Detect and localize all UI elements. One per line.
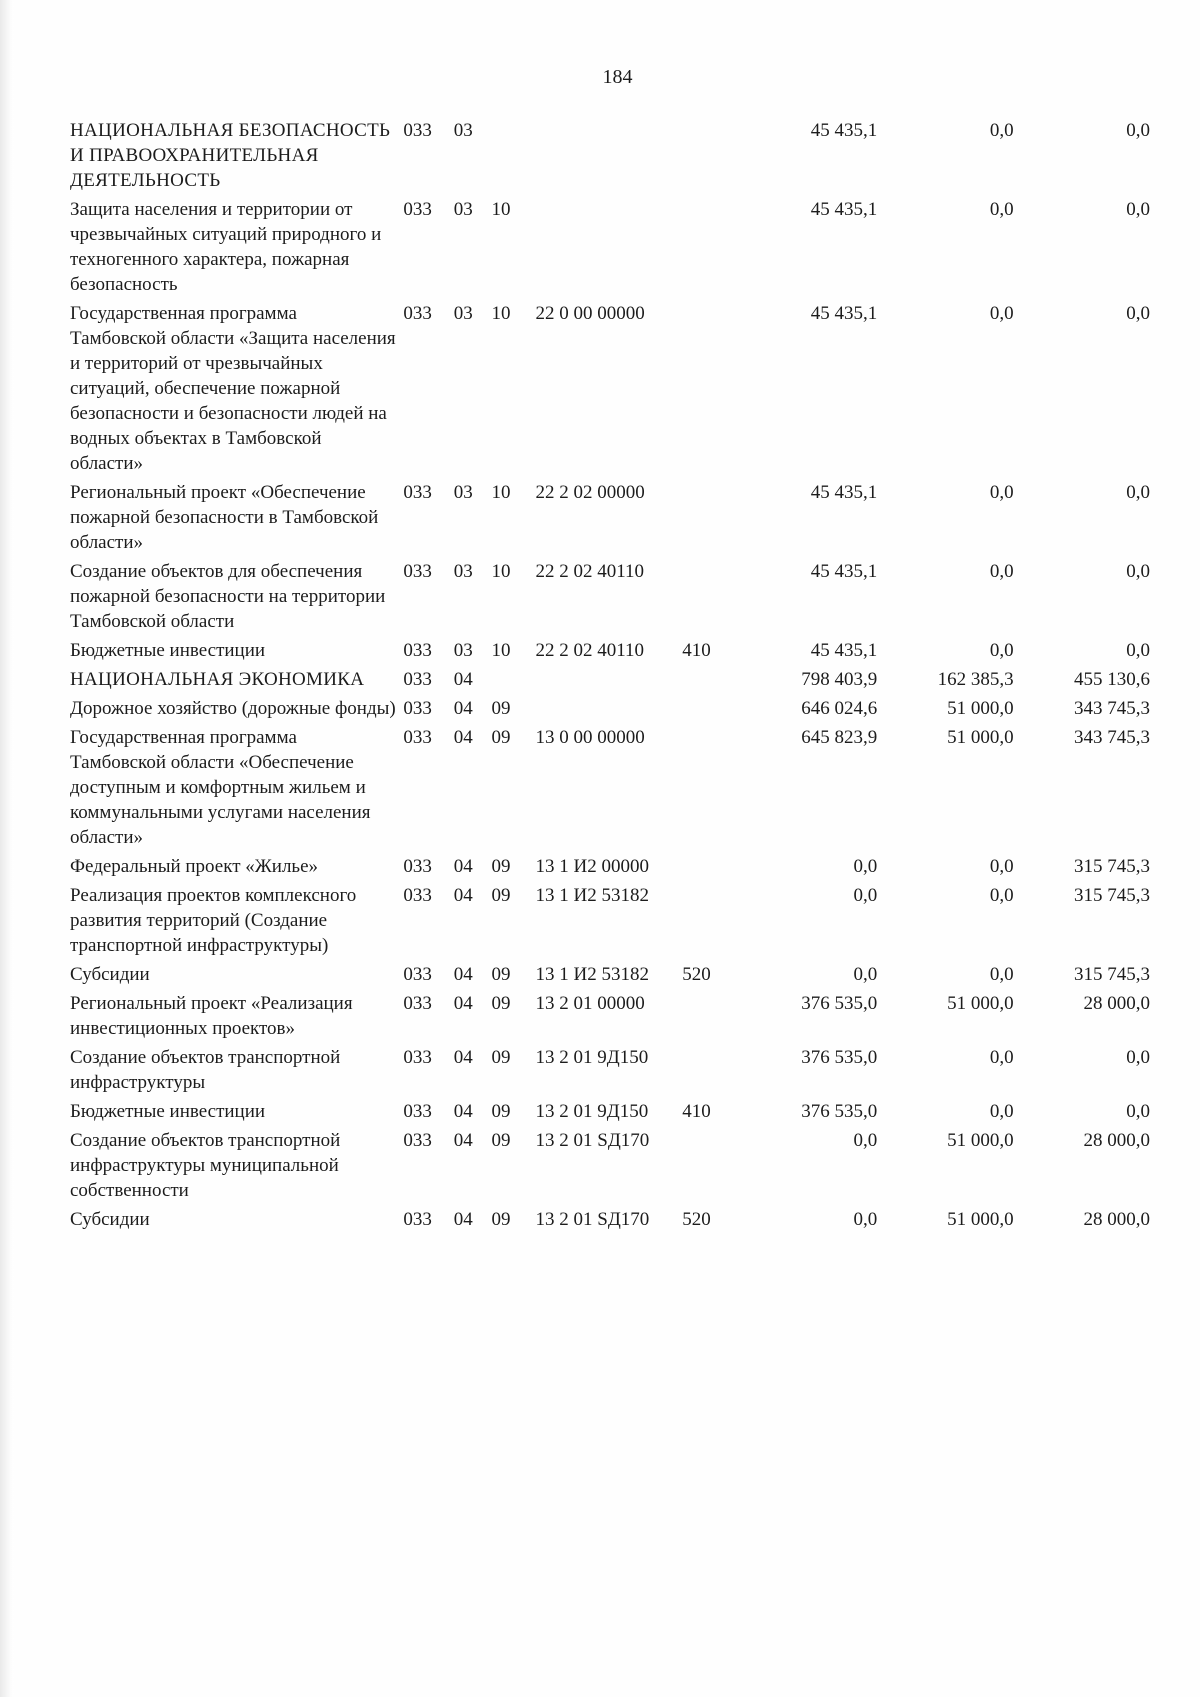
row-amount-3: 343 745,3 [1074, 727, 1150, 748]
row-grbs-code: 033 [403, 964, 432, 985]
row-name: Реализация проектов комплексного развития территорий (Создание транспортной инфраструктуры) [70, 885, 357, 956]
row-name: Защита населения и территории от чрезвычайных ситуаций природного и техногенного характера, пожарная безопасность [70, 199, 382, 295]
table-row [70, 480, 1150, 559]
row-amount-2: 0,0 [989, 199, 1014, 220]
row-expense-type: 410 [682, 1101, 711, 1122]
row-name: Субсидии [70, 964, 150, 985]
row-amount-3: 28 000,0 [1083, 1130, 1150, 1151]
page-number: 184 [602, 66, 633, 88]
row-section-code: 04 [453, 1047, 473, 1068]
table-row [70, 1128, 1150, 1207]
row-target-article: 13 2 01 9Д150 [535, 1101, 649, 1122]
row-name: Создание объектов для обеспечения пожарной безопасности на территории Тамбовской области [70, 561, 386, 632]
row-subsection-code: 09 [491, 698, 511, 719]
row-name: Федеральный проект «Жилье» [70, 856, 319, 877]
row-name: Бюджетные инвестиции [70, 640, 266, 661]
row-subsection-code: 09 [491, 1130, 511, 1151]
row-amount-1: 798 403,9 [801, 669, 878, 690]
row-section-code: 04 [453, 885, 473, 906]
row-target-article: 22 2 02 40110 [535, 561, 645, 582]
row-grbs-code: 033 [403, 640, 432, 661]
table-row [70, 854, 1150, 883]
row-target-article [536, 696, 683, 725]
row-amount-2: 51 000,0 [947, 993, 1014, 1014]
row-amount-2: 0,0 [989, 1101, 1014, 1122]
row-grbs-code: 033 [403, 885, 432, 906]
row-grbs-code: 033 [403, 1130, 432, 1151]
row-expense-type [682, 667, 741, 696]
row-expense-type [682, 696, 741, 725]
row-section-code: 03 [453, 120, 473, 141]
row-grbs-code: 033 [403, 199, 432, 220]
row-amount-2: 0,0 [989, 561, 1014, 582]
row-amount-3: 315 745,3 [1074, 856, 1150, 877]
row-subsection-code: 09 [491, 727, 511, 748]
table-row [70, 991, 1150, 1045]
row-target-article: 13 1 И2 53182 [535, 885, 649, 906]
row-section-code: 04 [453, 993, 473, 1014]
row-section-code: 04 [453, 1209, 473, 1230]
table-row [70, 118, 1150, 197]
row-grbs-code: 033 [403, 120, 432, 141]
row-amount-3: 0,0 [1126, 640, 1150, 661]
row-target-article: 13 1 И2 00000 [535, 856, 649, 877]
row-expense-type [682, 197, 741, 301]
row-expense-type: 520 [682, 964, 711, 985]
row-subsection-code: 09 [491, 856, 511, 877]
row-target-article: 13 1 И2 53182 [535, 964, 649, 985]
row-expense-type [682, 854, 741, 883]
row-section-code: 04 [453, 1101, 473, 1122]
table-row [70, 725, 1150, 854]
row-amount-3: 0,0 [1126, 561, 1150, 582]
scan-edge [0, 0, 14, 1697]
row-subsection-code: 10 [491, 482, 511, 503]
row-target-article: 13 2 01 SД170 [535, 1209, 650, 1230]
table-row [70, 638, 1150, 667]
row-amount-1: 376 535,0 [801, 1047, 878, 1068]
row-section-code: 03 [453, 199, 473, 220]
row-grbs-code: 033 [403, 669, 432, 690]
row-amount-1: 0,0 [853, 1130, 878, 1151]
row-amount-3: 0,0 [1126, 303, 1150, 324]
row-amount-1: 45 435,1 [810, 199, 878, 220]
row-grbs-code: 033 [403, 1101, 432, 1122]
row-target-article: 22 2 02 00000 [535, 482, 645, 503]
row-name: Создание объектов транспортной инфраструктуры муниципальной собственности [70, 1130, 341, 1201]
budget-table [70, 118, 1150, 1236]
row-section-code: 04 [453, 698, 473, 719]
row-amount-2: 0,0 [989, 482, 1014, 503]
row-subsection-code: 09 [491, 964, 511, 985]
row-name: НАЦИОНАЛЬНАЯ ЭКОНОМИКА [70, 669, 365, 690]
row-amount-2: 162 385,3 [937, 669, 1014, 690]
row-section-code: 04 [453, 1130, 473, 1151]
table-row [70, 301, 1150, 480]
row-subsection-code: 09 [491, 1047, 511, 1068]
row-grbs-code: 033 [403, 993, 432, 1014]
row-amount-2: 0,0 [989, 303, 1014, 324]
row-name: НАЦИОНАЛЬНАЯ БЕЗОПАСНОСТЬ И ПРАВООХРАНИТЕЛЬНАЯ ДЕЯТЕЛЬНОСТЬ [70, 120, 391, 191]
row-amount-2: 0,0 [989, 856, 1014, 877]
row-section-code: 03 [453, 561, 473, 582]
row-name: Региональный проект «Обеспечение пожарной безопасности в Тамбовской области» [70, 482, 379, 553]
row-section-code: 03 [453, 640, 473, 661]
row-subsection-code: 10 [491, 199, 511, 220]
table-row [70, 667, 1150, 696]
row-amount-1: 45 435,1 [810, 640, 878, 661]
row-expense-type [682, 883, 741, 962]
row-amount-1: 45 435,1 [810, 120, 878, 141]
row-grbs-code: 033 [403, 303, 432, 324]
row-subsection-code: 09 [491, 1209, 511, 1230]
row-amount-1: 45 435,1 [810, 303, 878, 324]
row-amount-1: 45 435,1 [810, 482, 878, 503]
table-row [70, 883, 1150, 962]
row-target-article: 13 2 01 00000 [535, 993, 645, 1014]
row-target-article: 13 2 01 SД170 [535, 1130, 650, 1151]
row-amount-3: 0,0 [1126, 199, 1150, 220]
row-name: Региональный проект «Реализация инвестиционных проектов» [70, 993, 353, 1039]
row-amount-1: 45 435,1 [810, 561, 878, 582]
row-grbs-code: 033 [403, 727, 432, 748]
row-section-code: 03 [453, 482, 473, 503]
row-amount-3: 343 745,3 [1074, 698, 1150, 719]
row-section-code: 04 [453, 669, 473, 690]
row-name: Дорожное хозяйство (дорожные фонды) [70, 698, 396, 719]
row-amount-3: 0,0 [1126, 120, 1150, 141]
row-amount-1: 646 024,6 [801, 698, 878, 719]
row-target-article [536, 667, 683, 696]
row-expense-type [682, 118, 741, 197]
table-row [70, 197, 1150, 301]
row-amount-3: 0,0 [1126, 482, 1150, 503]
row-expense-type: 410 [682, 640, 711, 661]
row-amount-3: 0,0 [1126, 1101, 1150, 1122]
row-amount-1: 0,0 [853, 856, 878, 877]
row-expense-type [682, 725, 741, 854]
row-grbs-code: 033 [403, 856, 432, 877]
row-amount-2: 51 000,0 [947, 698, 1014, 719]
table-row [70, 962, 1150, 991]
row-expense-type: 520 [682, 1209, 711, 1230]
row-expense-type [682, 480, 741, 559]
row-target-article: 22 0 00 00000 [535, 303, 645, 324]
row-target-article: 13 0 00 00000 [535, 727, 645, 748]
row-amount-3: 28 000,0 [1083, 993, 1150, 1014]
row-subsection-code: 09 [491, 993, 511, 1014]
row-name: Создание объектов транспортной инфраструктуры [70, 1047, 341, 1093]
row-grbs-code: 033 [403, 482, 432, 503]
row-amount-2: 0,0 [989, 120, 1014, 141]
row-amount-1: 0,0 [853, 1209, 878, 1230]
row-name: Бюджетные инвестиции [70, 1101, 266, 1122]
row-amount-2: 0,0 [989, 964, 1014, 985]
row-target-article [536, 197, 683, 301]
row-amount-3: 455 130,6 [1074, 669, 1150, 690]
row-amount-2: 0,0 [989, 885, 1014, 906]
row-subsection-code: 10 [491, 303, 511, 324]
row-expense-type [682, 1045, 741, 1099]
row-amount-2: 0,0 [989, 1047, 1014, 1068]
row-name: Государственная программа Тамбовской области «Обеспечение доступным и комфортным жильем и коммунальными услугами населения области» [70, 727, 371, 848]
table-row [70, 696, 1150, 725]
table-row [70, 1045, 1150, 1099]
row-grbs-code: 033 [403, 1209, 432, 1230]
row-amount-2: 51 000,0 [947, 727, 1014, 748]
row-section-code: 04 [453, 727, 473, 748]
row-section-code: 03 [453, 303, 473, 324]
row-name: Субсидии [70, 1209, 150, 1230]
row-section-code: 04 [453, 964, 473, 985]
row-amount-2: 51 000,0 [947, 1130, 1014, 1151]
row-target-article: 13 2 01 9Д150 [535, 1047, 649, 1068]
row-grbs-code: 033 [403, 1047, 432, 1068]
table-row [70, 559, 1150, 638]
table-row [70, 1099, 1150, 1128]
row-amount-1: 376 535,0 [801, 993, 878, 1014]
row-subsection-code [491, 667, 535, 696]
row-amount-1: 0,0 [853, 964, 878, 985]
row-amount-1: 645 823,9 [801, 727, 878, 748]
row-subsection-code: 09 [491, 1101, 511, 1122]
row-expense-type [682, 301, 741, 480]
row-section-code: 04 [453, 856, 473, 877]
row-subsection-code [491, 118, 535, 197]
row-amount-1: 376 535,0 [801, 1101, 878, 1122]
row-subsection-code: 10 [491, 640, 511, 661]
row-amount-3: 28 000,0 [1083, 1209, 1150, 1230]
row-expense-type [682, 1128, 741, 1207]
row-name: Государственная программа Тамбовской области «Защита населения и территорий от чрезвычайных ситуаций, обеспечение пожарной безопасности и безопасности людей на водных объектах в Тамбовской области» [70, 303, 396, 474]
row-target-article: 22 2 02 40110 [535, 640, 645, 661]
row-target-article [536, 118, 683, 197]
row-grbs-code: 033 [403, 698, 432, 719]
row-expense-type [682, 559, 741, 638]
row-expense-type [682, 991, 741, 1045]
table-body [70, 118, 1150, 1236]
row-amount-3: 315 745,3 [1074, 885, 1150, 906]
row-subsection-code: 09 [491, 885, 511, 906]
row-subsection-code: 10 [491, 561, 511, 582]
row-amount-3: 315 745,3 [1074, 964, 1150, 985]
table-row [70, 1207, 1150, 1236]
row-amount-1: 0,0 [853, 885, 878, 906]
row-amount-2: 0,0 [989, 640, 1014, 661]
row-grbs-code: 033 [403, 561, 432, 582]
row-amount-3: 0,0 [1126, 1047, 1150, 1068]
row-amount-2: 51 000,0 [947, 1209, 1014, 1230]
